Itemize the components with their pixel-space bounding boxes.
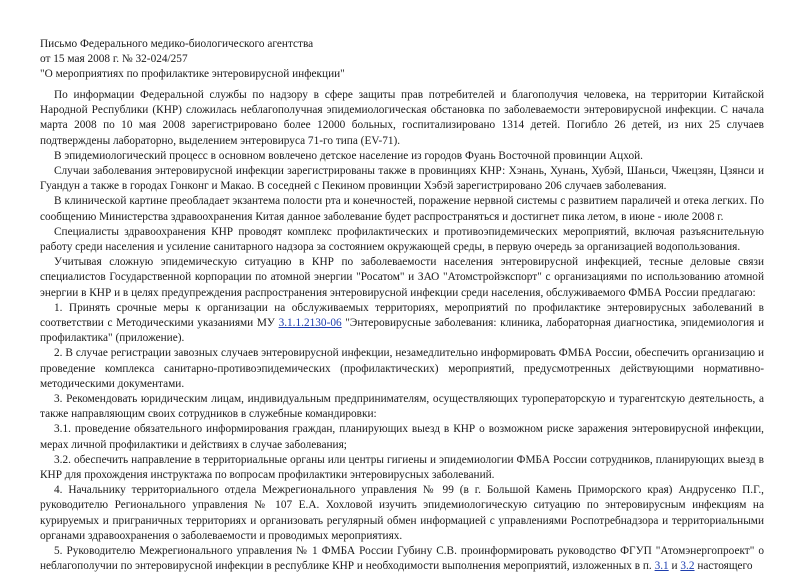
item-5-text-mid: и xyxy=(668,560,681,573)
paragraph-item-3-2: 3.2. обеспечить направление в территориальные органы или центры гигиены и эпидемиологии ФМБА России сотрудников, планирующих выезд в КНР для прохождения инструктажа по вопросам профилактики энтеровирусных заболеваний. xyxy=(40,453,764,482)
paragraph-item-3: 3. Рекомендовать юридическим лицам, индивидуальным предпринимателям, осуществляющих туроператорскую и турагентскую деятельность, а также направляющим своих сотрудников в служебные командировки: xyxy=(40,393,764,421)
methodical-guidelines-link[interactable]: 3.1.1.2130-06 xyxy=(278,317,342,330)
item-5-text-before: 5. Руководителю Межрегионального управления № 1 ФМБА России Губину С.В. проинформировать руководство ФГУП "Атомэнергопроект" о неблагополучии по энтеровирусной инфекции в республике КНР и необходимости выполнения мероприятий, изложенных в п. xyxy=(40,545,764,573)
paragraph-item-1 xyxy=(40,301,764,347)
item-1-text-before: 1. Принять срочные меры к организации на обслуживаемых территориях, мероприятий по профилактике энтеровирусных заболеваний в соответствии с Методическими указаниями МУ xyxy=(40,301,764,330)
document-header xyxy=(40,37,640,83)
document-body xyxy=(40,88,764,575)
paragraph-epidemic-process: В эпидемиологический процесс в основном вовлечено детское население из городов Фуань Восточной провинции Ацхой. xyxy=(54,149,643,162)
paragraph-proposal: Учитывая сложную эпидемическую ситуацию в КНР по заболеваемости населения энтеровирусной инфекцией, тесные деловые связи специалистов Государственной корпорации по атомной энергии "Росатом" и ЗАО "Атомстройэкспорт" с организациями по использованию атомной энергии в КНР и в целях предупреждения распространения энтеровирусной инфекции среди населения, обслуживаемого ФМБА России предлагаю: xyxy=(40,256,764,299)
paragraph-clinical-picture: В клинической картине преобладает экзантема полости рта и конечностей, поражение нервной системы с развитием параличей и отека легких. По сообщению Министерства здравоохранения Китая данное заболевание будет распространяться и достигнет пика летом, в июне - июле 2008 г. xyxy=(40,195,764,223)
paragraph-item-4: 4. Начальнику территориального отдела Межрегионального управления № 99 (в г. Большой Камень Приморского края) Андрусенко П.Г., руководителю Регионального управления № 107 Е.А. Хохловой изучить эпидемиологическую ситуацию по энтеровирусным инфекциям на курируемых и приграничных территориях и организовать регулярный обмен информацией с управлениями Роспотребнадзора и территориальными органами здравоохранения о заболеваемости и проводимых мероприятиях. xyxy=(40,484,764,542)
header-date-number-line: от 15 мая 2008 г. № 32-024/257 xyxy=(40,53,188,66)
section-3-2-link[interactable]: 3.2 xyxy=(680,560,695,573)
paragraph-provinces: Случаи заболевания энтеровирусной инфекции зарегистрированы также в провинциях КНР: Хэнань, Хунань, Хубэй, Шаньси, Чжецзян, Цзянси и Гуандун а также в городах Гонконг и Макао. В соседней с Пекином провинции Хэбэй зарегистрировано 206 случаев заболевания. xyxy=(40,165,764,193)
header-title-line: "О мероприятиях по профилактике энтеровирусной инфекции" xyxy=(40,68,345,81)
section-3-1-link[interactable]: 3.1 xyxy=(654,560,669,573)
paragraph-item-2: 2. В случае регистрации завозных случаев энтеровирусной инфекции, незамедлительно информировать ФМБА России, обеспечить организацию и проведение комплекса санитарно-противоэпидемических (профилактических) мероприятий, предусмотренных действующими нормативно-методическими документами. xyxy=(40,347,764,390)
paragraph-specialists: Специалисты здравоохранения КНР проводят комплекс профилактических и противоэпидемических мероприятий, включая разъяснительную работу среди населения и усиление санитарного надзора за состоянием окружающей среды, в первую очередь за организацией водопользования. xyxy=(40,225,764,254)
item-1-text-after: "Энтеровирусные заболевания: клиника, лабораторная диагностика, эпидемиология и профилактика" (приложение). xyxy=(40,317,765,345)
paragraph-item-3-1: 3.1. проведение обязательного информирования граждан, планирующих выезд в КНР о возможном риске заражения энтеровирусной инфекции, мерах личной профилактики и действиях в случае заболевания; xyxy=(40,423,764,451)
header-agency-line: Письмо Федерального медико-биологического агентства xyxy=(40,38,314,50)
paragraph-item-5 xyxy=(40,544,764,574)
item-5-text-after: настоящего xyxy=(694,560,753,573)
paragraph-situation: По информации Федеральной службы по надзору в сфере защиты прав потребителей и благополучия человека, на территории Китайской Народной Республики (КНР) сложилась неблагополучная эпидемиологическая обстановка по заболеваемости энтеровирусной инфекции. С начала марта 2008 по 10 мая 2008 зарегистрировано более 12000 больных, госпитализировано 1314 детей. Погибло 26 детей, из них 25 случаев подтверждены лабораторно, выделением энтеровируса 71-го типа (EV-71). xyxy=(40,89,764,147)
